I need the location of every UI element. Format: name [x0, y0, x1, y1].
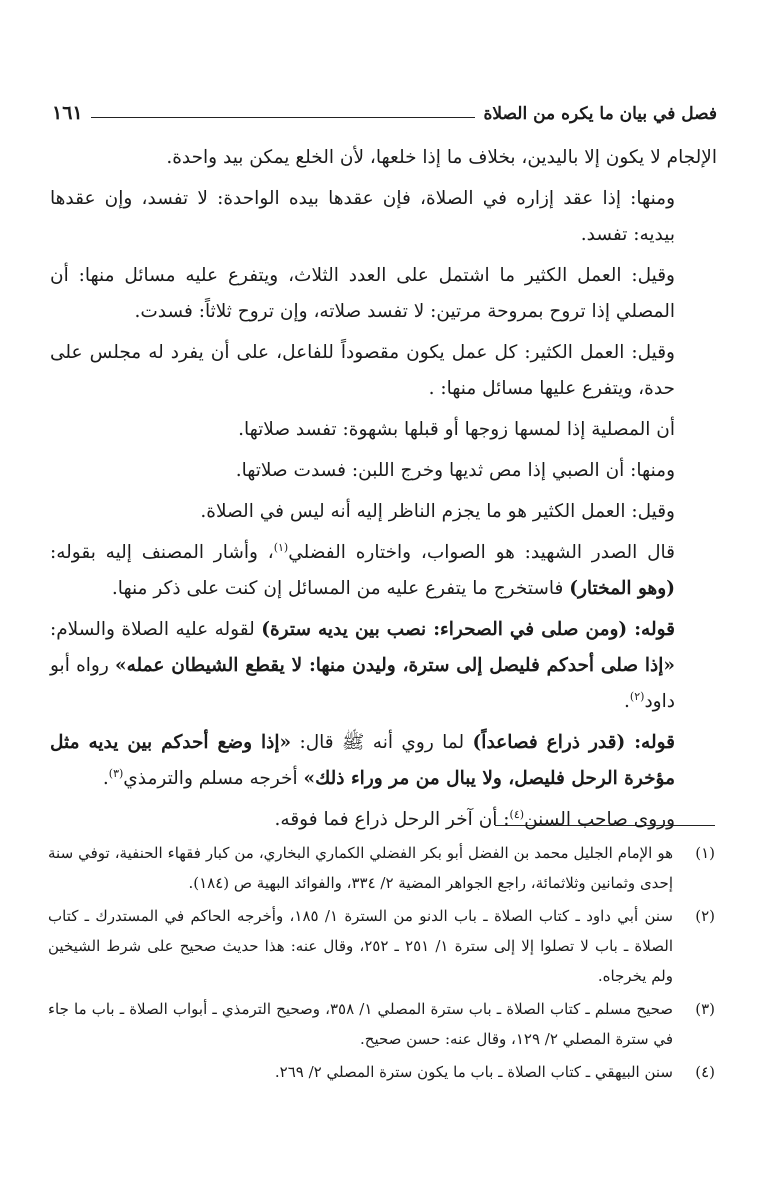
paragraph: وقيل: العمل الكثير ما اشتمل على العدد الثلاث، ويتفرع عليه مسائل منها: أن المصلي إذا تروح بمروحة مرتين: لا تفسد صلاته، وإن تروح ثلاثاً: فسدت. [50, 265, 675, 322]
main-text [50, 140, 717, 843]
footnote [48, 1057, 715, 1087]
paragraph [50, 612, 717, 720]
footnote-number: (٢) [695, 907, 715, 925]
paragraph: وقيل: العمل الكثير هو ما يجزم الناظر إليه أنه ليس في الصلاة. [200, 501, 675, 522]
page-number: ١٦١ [52, 102, 83, 124]
header-rule [91, 117, 476, 118]
page-header [52, 92, 717, 124]
footnote [48, 994, 715, 1054]
paragraph: أن المصلية إذا لمسها زوجها أو قبلها بشهوة: تفسد صلاتها. [238, 419, 675, 440]
hadith-text: «إذا وضع أحدكم بين يديه مثل مؤخرة الرحل فليصل، ولا يبال من مر وراء ذلك» [50, 732, 675, 789]
footnote-text: صحيح مسلم ـ كتاب الصلاة ـ باب سترة المصلي ١/ ٣٥٨، وصحيح الترمذي ـ أبواب الصلاة ـ باب ما جاء في سترة المصلي ٢/ ١٢٩، وقال عنه: حسن صحيح. [48, 1000, 674, 1048]
text-run: رواه أبو داود [50, 655, 675, 712]
footnote-ref: (٣) [108, 766, 124, 780]
footnote-separator [495, 825, 715, 826]
footnote-ref: (٢) [629, 689, 645, 703]
text-run: لما روي أنه ﷺ قال: [291, 732, 473, 753]
footnote [48, 901, 715, 991]
text-run: لقوله عليه الصلاة والسلام: [50, 619, 262, 640]
text-run: قال الصدر الشهيد: هو الصواب، واختاره الفضلي [288, 542, 675, 563]
hadith-text: «إذا صلى أحدكم فليصل إلى سترة، وليدن منها: لا يقطع الشيطان عمله» [115, 655, 675, 676]
text-run: ، وأشار المصنف إليه بقوله: [50, 542, 274, 563]
quoted-text: قوله: (قدر ذراع فصاعداً) [472, 732, 675, 753]
footnote-number: (٣) [695, 1000, 715, 1018]
footnote-ref: (١) [273, 540, 289, 554]
text-run: وروى صاحب السنن [524, 809, 675, 830]
quoted-text: (وهو المختار) [569, 578, 675, 599]
paragraph: الإلجام لا يكون إلا باليدين، بخلاف ما إذا خلعها، لأن الخلع يمكن بيد واحدة. [166, 147, 717, 168]
text-run: . [102, 768, 109, 789]
footnote-number: (١) [695, 844, 715, 862]
text-run: . [624, 691, 630, 712]
footnotes [48, 838, 715, 1090]
paragraph: ومنها: إذا عقد إزاره في الصلاة، فإن عقدها بيده الواحدة: لا تفسد، وإن عقدها بيديه: تفسد. [50, 188, 675, 245]
footnote-text: هو الإمام الجليل محمد بن الفضل أبو بكر الفضلي الكماري البخاري، من كبار فقهاء الحنفية، توفي سنة إحدى وثمانين وثلاثمائة، راجع الجواهر المضية ٢/ ٣٣٤، والفوائد البهية ص (١٨٤). [48, 844, 673, 892]
footnote [48, 838, 715, 898]
text-run: : أن آخر الرحل ذراع فما فوقه. [274, 809, 510, 830]
paragraph: ومنها: أن الصبي إذا مص ثديها وخرج اللبن: فسدت صلاتها. [235, 460, 675, 481]
paragraph: وقيل: العمل الكثير: كل عمل يكون مقصوداً للفاعل، على أن يفرد له مجلس على حدة، ويتفرع عليها مسائل منها: . [50, 342, 675, 399]
running-title: فصل في بيان ما يكره من الصلاة [483, 104, 717, 124]
footnote-number: (٤) [695, 1063, 715, 1081]
quoted-text: قوله: (ومن صلى في الصحراء: نصب بين يديه سترة) [261, 619, 675, 640]
text-run: فاستخرج ما يتفرع عليه من المسائل إن كنت على ذكر منها. [111, 578, 570, 599]
footnote-text: سنن البيهقي ـ كتاب الصلاة ـ باب ما يكون سترة المصلي ٢/ ٢٦٩. [274, 1063, 673, 1081]
footnote-text: سنن أبي داود ـ كتاب الصلاة ـ باب الدنو من السترة ١/ ١٨٥، وأخرجه الحاكم في المستدرك ـ كتاب الصلاة ـ باب لا تصلوا إلا إلى سترة ١/ ٢٥١ ـ ٢٥٢، وقال عنه: هذا حديث صحيح على شرط الشيخين ولم يخرجاه. [48, 907, 673, 985]
text-run: أخرجه مسلم والترمذي [123, 768, 304, 789]
footnote-ref: (٤) [509, 807, 525, 821]
paragraph [50, 802, 717, 838]
paragraph [50, 535, 717, 607]
paragraph [50, 725, 717, 797]
